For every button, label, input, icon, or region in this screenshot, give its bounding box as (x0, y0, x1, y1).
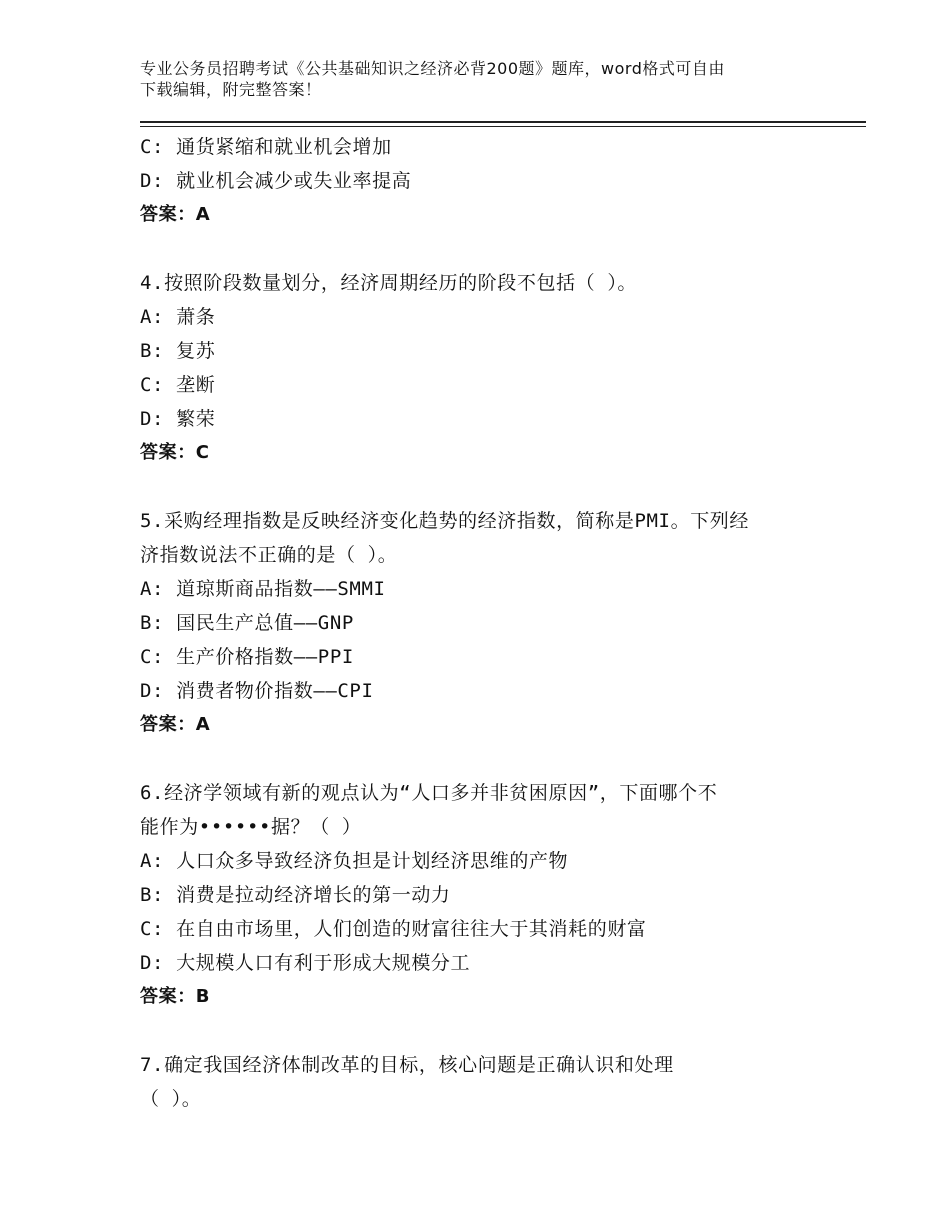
option-c: C: 在自由市场里，人们创造的财富往往大于其消耗的财富 (140, 918, 647, 940)
question-stem: 4.按照阶段数量划分，经济周期经历的阶段不包括（ ）。 (140, 272, 638, 294)
option-c: C: 垄断 (140, 374, 216, 396)
question-stem-line-1: 5.采购经理指数是反映经济变化趋势的经济指数，简称是PMI。下列经 (140, 510, 749, 532)
answer-label: 答案：A (140, 204, 211, 225)
option-b: B: 复苏 (140, 340, 216, 362)
question-stem-line-1: 6.经济学领域有新的观点认为“人口多并非贫困原因”，下面哪个不 (140, 782, 718, 804)
question-stem-line-1: 7.确定我国经济体制改革的目标，核心问题是正确认识和处理 (140, 1054, 674, 1076)
option-a: A: 萧条 (140, 306, 216, 328)
option-d: D: 大规模人口有利于形成大规模分工 (140, 952, 471, 974)
header-divider-thick (140, 121, 866, 123)
question-3-tail (140, 130, 820, 232)
option-d: D: 就业机会减少或失业率提高 (140, 170, 412, 192)
spacer (140, 742, 820, 776)
option-d: D: 消费者物价指数——CPI (140, 680, 374, 702)
header-title-line-2: 下载编辑，附完整答案！ (140, 80, 322, 99)
answer-label: 答案：C (140, 442, 210, 463)
answer-label: 答案：A (140, 714, 211, 735)
option-b: B: 国民生产总值——GNP (140, 612, 354, 634)
spacer (140, 232, 820, 266)
option-c: C: 通货紧缩和就业机会增加 (140, 136, 392, 158)
spacer (140, 470, 820, 504)
question-7 (140, 1048, 820, 1116)
question-4 (140, 266, 820, 470)
spacer (140, 1014, 820, 1048)
question-6 (140, 776, 820, 1014)
page-header (140, 58, 820, 100)
header-divider-thin (140, 126, 866, 127)
option-b: B: 消费是拉动经济增长的第一动力 (140, 884, 451, 906)
option-a: A: 人口众多导致经济负担是计划经济思维的产物 (140, 850, 569, 872)
answer-label: 答案：B (140, 986, 211, 1007)
question-5 (140, 504, 820, 742)
question-content (140, 130, 820, 1116)
question-stem-line-2: 能作为••••••据？（ ） (140, 816, 362, 838)
option-a: A: 道琼斯商品指数——SMMI (140, 578, 386, 600)
question-stem-line-2: 济指数说法不正确的是（ ）。 (140, 544, 398, 566)
header-title-line-1: 专业公务员招聘考试《公共基础知识之经济必背200题》题库，word格式可自由 (140, 59, 725, 78)
question-stem-line-2: （ ）。 (140, 1088, 202, 1110)
option-d: D: 繁荣 (140, 408, 216, 430)
option-c: C: 生产价格指数——PPI (140, 646, 354, 668)
